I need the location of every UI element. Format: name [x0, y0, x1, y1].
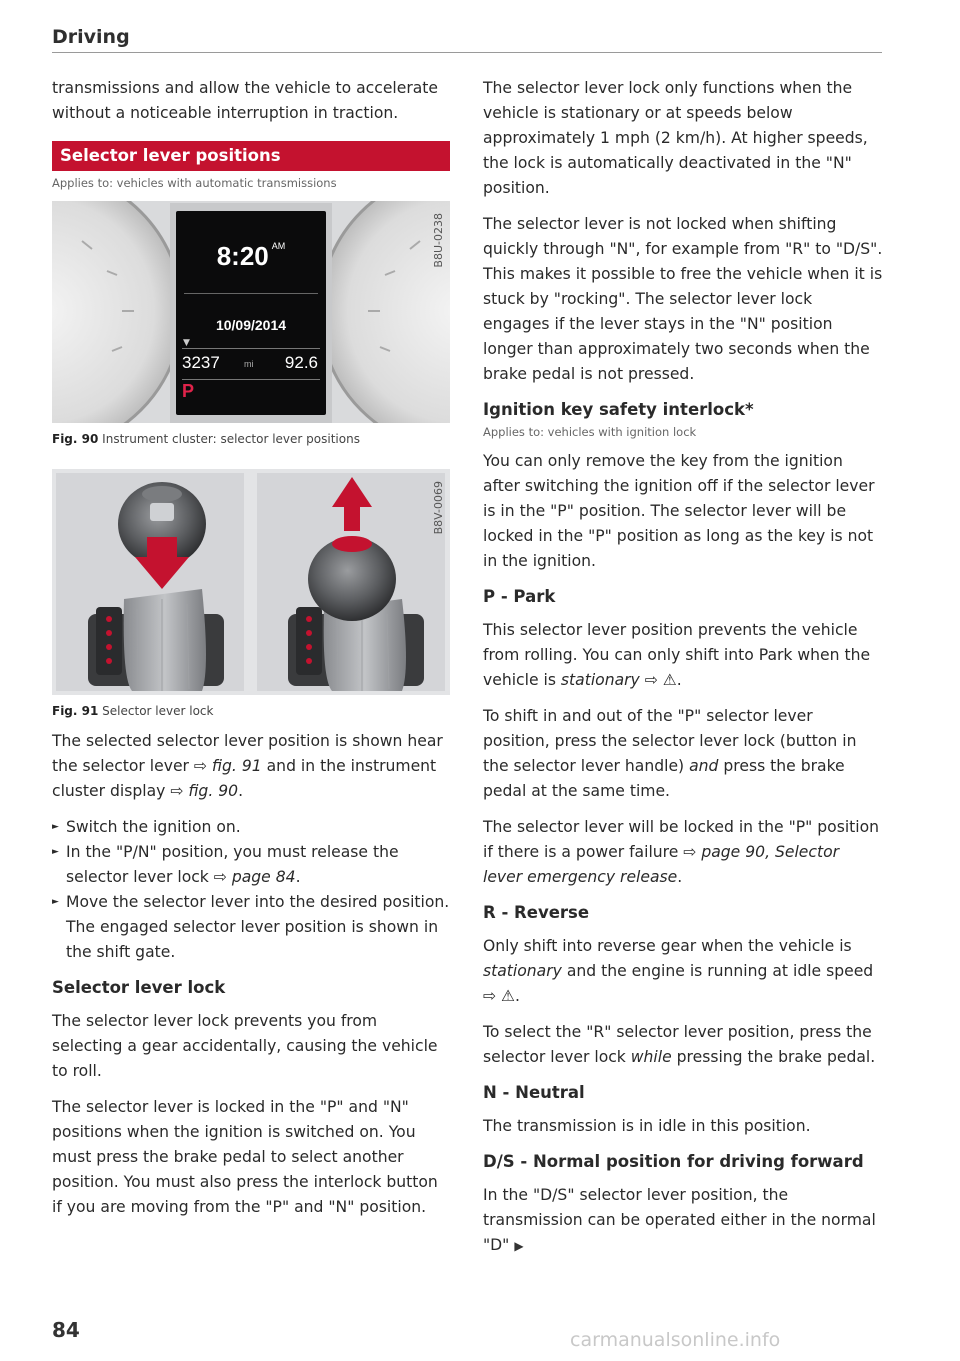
ignition-applies: Applies to: vehicles with ignition lock: [483, 425, 697, 439]
caption-text: Instrument cluster: selector lever positions: [102, 432, 360, 446]
odometer-row: [182, 353, 320, 377]
heading-ignition-interlock: Ignition key safety interlock*: [483, 400, 754, 419]
step-item: ► In the "P/N" position, you must release the selector lever lock ⇨ page 84.: [52, 840, 450, 890]
drive-paragraph: In the "D/S" selector lever position, the transmission can be operated either in the normal "D" ▶: [483, 1186, 876, 1254]
figure-90-caption: [52, 431, 450, 457]
caption-label: Fig. 90: [52, 432, 99, 446]
lock-speed-paragraph: The selector lever lock only functions when the vehicle is stationary or at speeds below approximately 1 mph (2 km/h). At higher speeds, the lock is automatically deactivated in the "N" position.: [483, 79, 868, 197]
figure-code: B8U-0238: [432, 213, 445, 268]
warning-reference[interactable]: ⇨ ⚠: [483, 987, 516, 1005]
caption-label: Fig. 91: [52, 704, 99, 718]
continue-arrow-icon: ▶: [514, 1239, 524, 1253]
heading-neutral: N - Neutral: [483, 1083, 585, 1102]
left-column: [52, 76, 450, 1231]
figure-90: [52, 201, 450, 423]
park-paragraph-2: To shift in and out of the "P" selector lever position, press the selector lever lock (button in the selector lever handle) and press the brake pedal at the same time.: [483, 707, 857, 800]
step-item: ► Move the selector lever into the desired position. The engaged selector lever position is shown in the shift gate.: [52, 890, 450, 965]
park-paragraph-3: The selector lever will be locked in the "P" position if there is a power failure ⇨ page 90, Selector lever emergency release.: [483, 818, 880, 886]
figure-reference[interactable]: ⇨ fig. 90: [170, 782, 239, 800]
trip-value: 92.6: [284, 353, 318, 372]
page-reference[interactable]: ⇨ page 84: [213, 868, 296, 886]
heading-reverse: R - Reverse: [483, 903, 590, 922]
instrument-cluster-illustration: [52, 201, 450, 423]
gear-indicator: P: [182, 381, 195, 401]
display-paragraph: The selected selector lever position is shown hear the selector lever ⇨ fig. 91 and in the instrument cluster display ⇨ fig. 90.: [52, 732, 443, 800]
clock-time: 8:20: [216, 241, 269, 271]
heading-park: P - Park: [483, 587, 556, 606]
reverse-paragraph-1: Only shift into reverse gear when the vehicle is stationary and the engine is running at idle speed ⇨ ⚠.: [483, 937, 874, 1005]
heading-drive: D/S - Normal position for driving forward: [483, 1152, 864, 1171]
right-column: [483, 76, 883, 1270]
odometer-unit: mi: [244, 359, 254, 369]
page-number: 84: [52, 1318, 80, 1342]
display-divider-mid: [182, 348, 320, 349]
lock-paragraph-1: The selector lever lock prevents you from selecting a gear accidentally, causing the vehicle to roll.: [52, 1012, 438, 1080]
ignition-paragraph: You can only remove the key from the ignition after switching the ignition off if the selector lever is in the "P" position. The selector lever will be locked in the "P" position as long as the key is not in the ignition.: [483, 452, 875, 570]
chapter-title: Driving: [52, 26, 130, 48]
section-title: Selector lever positions: [52, 141, 450, 171]
clock-ampm: AM: [271, 241, 286, 251]
chevron-down-icon: ▼: [183, 338, 190, 348]
selector-lever-illustration: [52, 469, 450, 695]
page-header: [52, 24, 882, 53]
park-paragraph-1: This selector lever position prevents the vehicle from rolling. You can only shift into Park when the vehicle is stationary ⇨ ⚠.: [483, 621, 871, 689]
rocking-paragraph: The selector lever is not locked when shifting quickly through "N", for example from "R" to "D/S". This makes it possible to free the vehicle when it is stuck by "rocking". The selector lever lock engages if the lever stays in the "N" position longer than approximately two seconds when the brake pedal is not pressed.: [483, 215, 883, 383]
odometer-value: 3237: [182, 353, 220, 372]
figure-91: [52, 469, 450, 695]
date-display: 10/09/2014: [215, 317, 287, 333]
step-item: ► Switch the ignition on.: [52, 815, 450, 840]
lock-paragraph-2: The selector lever is locked in the "P" and "N" positions when the ignition is switched on. You must press the brake pedal to select another position. You must also press the interlock button if you are moving from the "P" and "N" position.: [52, 1098, 438, 1216]
section-applies: Applies to: vehicles with automatic transmissions: [52, 176, 337, 190]
warning-reference[interactable]: ⇨ ⚠: [639, 671, 677, 689]
figure-91-caption: [52, 703, 450, 729]
clock-display: [176, 241, 326, 272]
caption-text: Selector lever lock: [102, 704, 214, 718]
figure-reference[interactable]: ⇨ fig. 91: [193, 757, 262, 775]
reverse-paragraph-2: To select the "R" selector lever position, press the selector lever lock while pressing the brake pedal.: [483, 1023, 876, 1066]
heading-selector-lever-lock: Selector lever lock: [52, 978, 226, 997]
figure-code: B8V-0069: [432, 481, 445, 535]
display-divider-top: [184, 293, 318, 294]
instruction-steps: [52, 815, 450, 965]
intro-paragraph: transmissions and allow the vehicle to accelerate without a noticeable interruption in traction.: [52, 79, 439, 122]
watermark: carmanualsonline.info: [570, 1329, 781, 1351]
display-divider-bottom: [182, 379, 320, 380]
neutral-paragraph: The transmission is in idle in this position.: [483, 1117, 811, 1135]
page-reference[interactable]: ⇨ page 90, Selector lever emergency release: [483, 843, 840, 886]
